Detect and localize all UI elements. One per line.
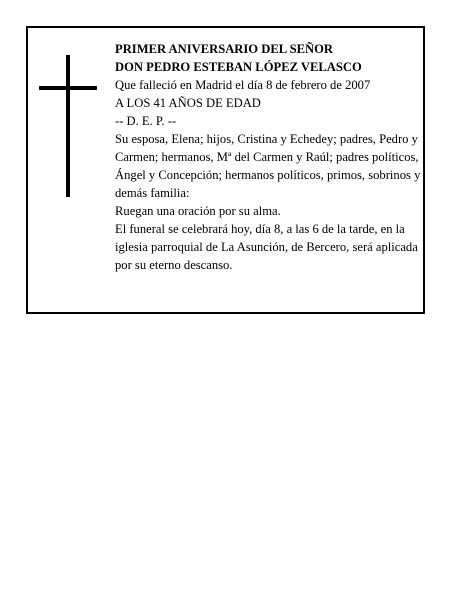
family-paragraph: Su esposa, Elena; hijos, Cristina y Echedey; padres, Pedro y Carmen; hermanos, Mª del Carmen y Raúl; padres políticos, Ángel y Concepción; hermanos políticos, primos, sobrinos y demás familia: — [115, 132, 421, 200]
dep-line: -- D. E. P. -- — [115, 114, 177, 128]
notice-title-line-1: PRIMER ANIVERSARIO DEL SEÑOR — [115, 42, 333, 56]
funeral-paragraph: El funeral se celebrará hoy, día 8, a las 6 de la tarde, en la iglesia parroquial de La Asunción, de Bercero, será aplicada por su eterno descanso. — [115, 222, 418, 272]
cross-icon — [39, 55, 97, 197]
prayer-line: Ruegan una oración por su alma. — [115, 204, 281, 218]
obituary-notice — [26, 26, 425, 314]
age-line: A LOS 41 AÑOS DE EDAD — [115, 96, 261, 110]
notice-text — [115, 40, 421, 274]
notice-title-line-2: DON PEDRO ESTEBAN LÓPEZ VELASCO — [115, 60, 362, 74]
cross-horizontal-bar — [39, 86, 97, 90]
death-info: Que falleció en Madrid el día 8 de febrero de 2007 — [115, 78, 371, 92]
cross-vertical-bar — [66, 55, 70, 197]
